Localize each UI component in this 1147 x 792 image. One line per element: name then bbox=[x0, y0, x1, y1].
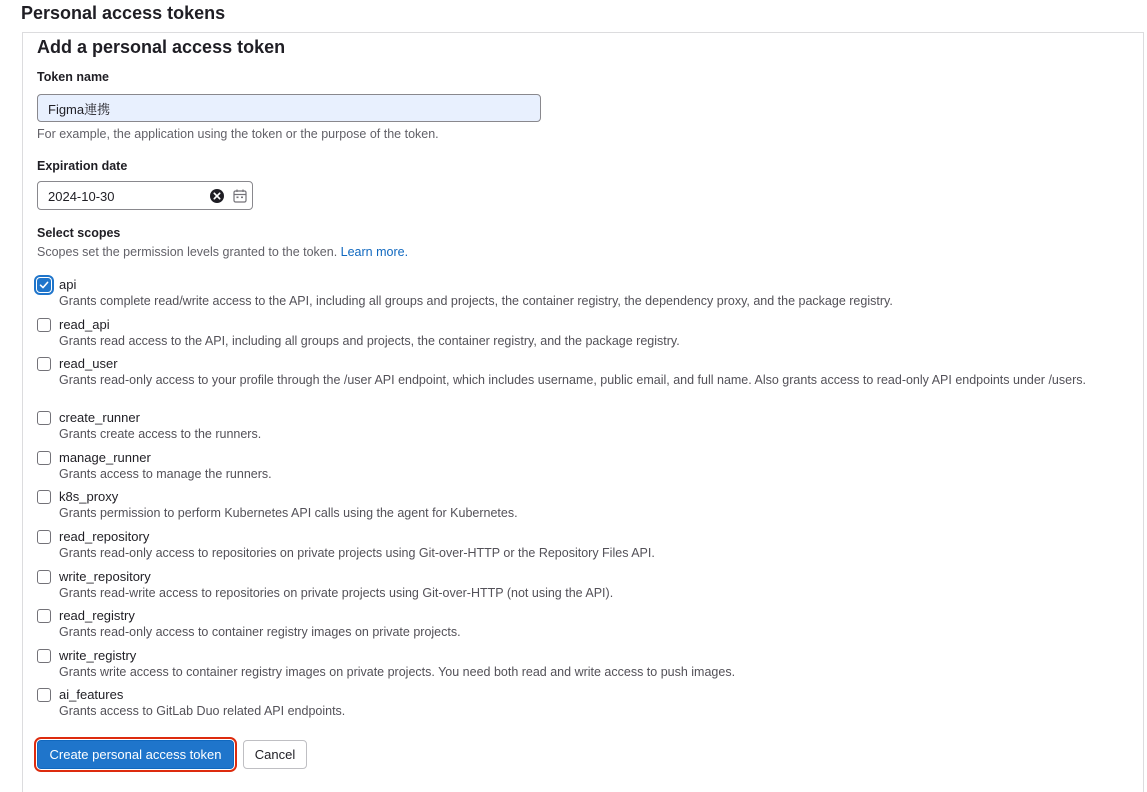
scope-name[interactable]: create_runner bbox=[59, 410, 140, 425]
scope-name[interactable]: ai_features bbox=[59, 687, 124, 702]
expiration-date-value[interactable]: 2024-10-30 bbox=[48, 189, 115, 204]
scope-description: Grants write access to container registry images on private projects. You need both read and write access to push images. bbox=[59, 665, 736, 679]
scope-checkbox[interactable] bbox=[37, 278, 51, 292]
scope-description: Grants read access to the API, including all groups and projects, the container registry, and the package registry. bbox=[59, 334, 680, 348]
clear-circle-icon[interactable] bbox=[209, 188, 225, 204]
scope-name[interactable]: read_registry bbox=[59, 608, 135, 623]
scope-checkbox[interactable] bbox=[37, 451, 51, 465]
scope-name[interactable]: read_api bbox=[59, 317, 110, 332]
expiration-date-label: Expiration date bbox=[37, 159, 128, 173]
scope-name[interactable]: write_repository bbox=[59, 569, 151, 584]
scope-checkbox[interactable] bbox=[37, 530, 51, 544]
scope-description: Grants complete read/write access to the API, including all groups and projects, the container registry, the dependency proxy, and the package registry. bbox=[59, 294, 893, 308]
create-token-button[interactable]: Create personal access token bbox=[37, 740, 234, 769]
scope-description: Grants read-only access to your profile through the /user API endpoint, which includes username, public email, and full name. Also grants access to read-only API endpoints under /users. bbox=[59, 373, 1086, 387]
scope-checkbox[interactable] bbox=[37, 609, 51, 623]
scopes-help-text: Scopes set the permission levels granted to the token. bbox=[37, 245, 338, 259]
scope-checkbox[interactable] bbox=[37, 570, 51, 584]
select-scopes-help bbox=[37, 245, 408, 260]
form-title: Add a personal access token bbox=[37, 37, 286, 57]
scope-checkbox[interactable] bbox=[37, 490, 51, 504]
scope-name[interactable]: write_registry bbox=[59, 648, 137, 663]
scope-name[interactable]: api bbox=[59, 277, 77, 292]
scope-description: Grants permission to perform Kubernetes API calls using the agent for Kubernetes. bbox=[59, 506, 518, 520]
page-title: Personal access tokens bbox=[21, 3, 226, 23]
scope-description: Grants read-write access to repositories on private projects using Git-over-HTTP (not using the API). bbox=[59, 586, 614, 600]
cancel-button[interactable]: Cancel bbox=[243, 740, 307, 769]
token-name-label: Token name bbox=[37, 70, 110, 84]
scope-name[interactable]: read_user bbox=[59, 356, 118, 371]
scope-checkbox[interactable] bbox=[37, 411, 51, 425]
scope-description: Grants access to GitLab Duo related API endpoints. bbox=[59, 704, 346, 718]
add-token-form bbox=[22, 32, 1144, 792]
token-name-help: For example, the application using the token or the purpose of the token. bbox=[37, 127, 439, 141]
calendar-icon[interactable] bbox=[232, 188, 248, 204]
scope-name[interactable]: k8s_proxy bbox=[59, 489, 119, 504]
scope-checkbox[interactable] bbox=[37, 318, 51, 332]
token-name-input[interactable] bbox=[37, 94, 541, 122]
learn-more-link[interactable]: Learn more. bbox=[340, 245, 409, 259]
scope-description: Grants read-only access to container registry images on private projects. bbox=[59, 625, 461, 639]
scope-checkbox[interactable] bbox=[37, 357, 51, 371]
scope-description: Grants access to manage the runners. bbox=[59, 467, 272, 481]
check-icon bbox=[39, 280, 49, 290]
scope-description: Grants create access to the runners. bbox=[59, 427, 262, 441]
scope-checkbox[interactable] bbox=[37, 649, 51, 663]
scope-name[interactable]: read_repository bbox=[59, 529, 150, 544]
scope-description: Grants read-only access to repositories on private projects using Git-over-HTTP or the Repository Files API. bbox=[59, 546, 655, 560]
select-scopes-label: Select scopes bbox=[37, 226, 121, 240]
expiration-date-input[interactable] bbox=[37, 181, 253, 210]
scope-checkbox[interactable] bbox=[37, 688, 51, 702]
scope-name[interactable]: manage_runner bbox=[59, 450, 151, 465]
